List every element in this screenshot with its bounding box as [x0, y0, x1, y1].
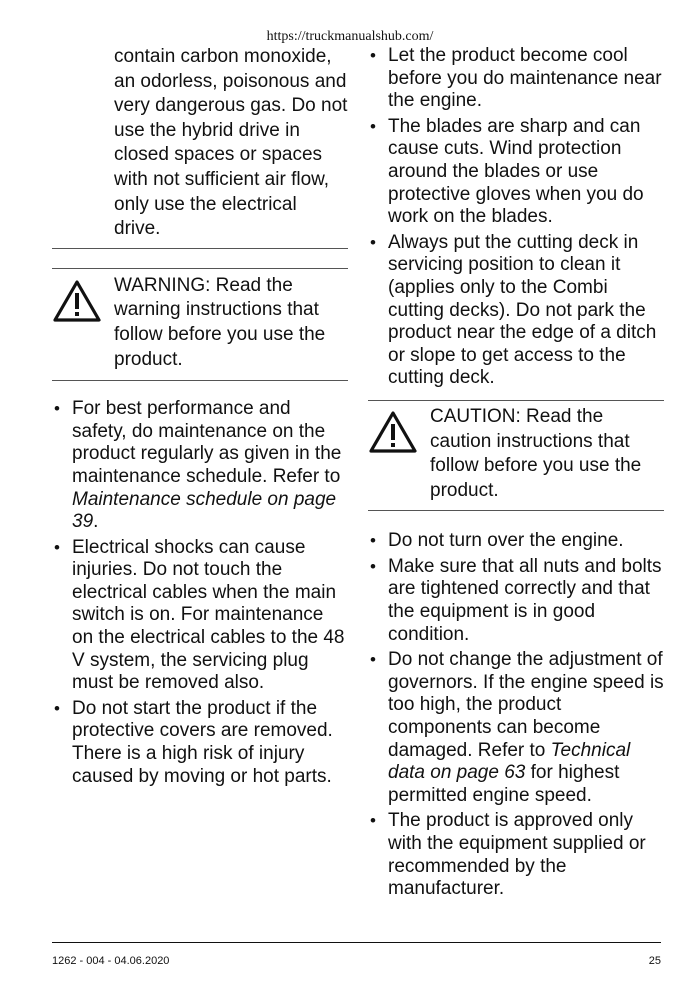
divider	[368, 400, 664, 401]
right-column	[368, 45, 664, 904]
list-item: • The product is approved only with the equipment supplied or recommended by the manufacturer.	[368, 810, 664, 900]
caution-box	[368, 405, 664, 503]
bullet-list	[368, 530, 664, 901]
cross-reference: Maintenance schedule on page 39	[72, 488, 337, 533]
warning-body: Read the warning instructions that follow before you use the product.	[114, 274, 326, 370]
warning-label: WARNING:	[114, 274, 211, 296]
warning-box	[52, 274, 348, 372]
source-url: https://truckmanualshub.com/	[266, 29, 434, 44]
caution-triangle-icon	[368, 409, 418, 455]
list-item: • Do not start the product if the protective covers are removed. There is a high risk of injury caused by moving or hot parts.	[52, 698, 348, 788]
list-item: • Do not turn over the engine.	[368, 530, 664, 553]
footer-divider	[52, 942, 661, 943]
caution-text	[430, 405, 664, 503]
list-item: • Electrical shocks can cause injuries. Do not touch the electrical cables when the main switch is on. For maintenance on the electrical cables to the 48 V system, the servicing plug must be removed also.	[52, 537, 348, 695]
divider	[52, 380, 348, 381]
caution-body: Read the caution instructions that follow before you use the product.	[430, 405, 642, 501]
bullet-list	[368, 45, 664, 390]
caution-label: CAUTION:	[430, 405, 521, 427]
cross-reference: Technical data on page 63	[388, 739, 631, 784]
list-item: • For best performance and safety, do maintenance on the product regularly as given in the maintenance schedule. Refer to Maintenance schedule on page 39.	[52, 398, 348, 534]
divider	[52, 268, 348, 269]
warning-triangle-icon	[52, 278, 102, 324]
list-item: • Make sure that all nuts and bolts are tightened correctly and that the equipment is in good condition.	[368, 556, 664, 646]
divider	[368, 510, 664, 511]
bullet-list	[52, 398, 348, 788]
document-code: 1262 - 004 - 04.06.2020	[52, 955, 170, 967]
list-item: • Let the product become cool before you do maintenance near the engine.	[368, 45, 664, 113]
continued-paragraph: contain carbon monoxide, an odorless, poisonous and very dangerous gas. Do not use the hybrid drive in closed spaces or spaces with not sufficient air flow, only use the electrical drive.	[114, 46, 348, 240]
list-item: • Do not change the adjustment of governors. If the engine speed is too high, the product components can become damaged. Refer to Technical data on page 63 for highest permitted engine speed.	[368, 649, 664, 807]
divider	[52, 248, 348, 249]
page-number: 25	[648, 955, 661, 967]
list-item: • The blades are sharp and can cause cuts. Wind protection around the blades or use protective gloves when you do work on the blades.	[368, 116, 664, 229]
left-column	[52, 45, 348, 791]
list-item: • Always put the cutting deck in servicing position to clean it (applies only to the Combi cutting decks). Do not park the product near the edge of a ditch or slope to get access to the cutting deck.	[368, 232, 664, 390]
warning-text	[114, 274, 348, 372]
